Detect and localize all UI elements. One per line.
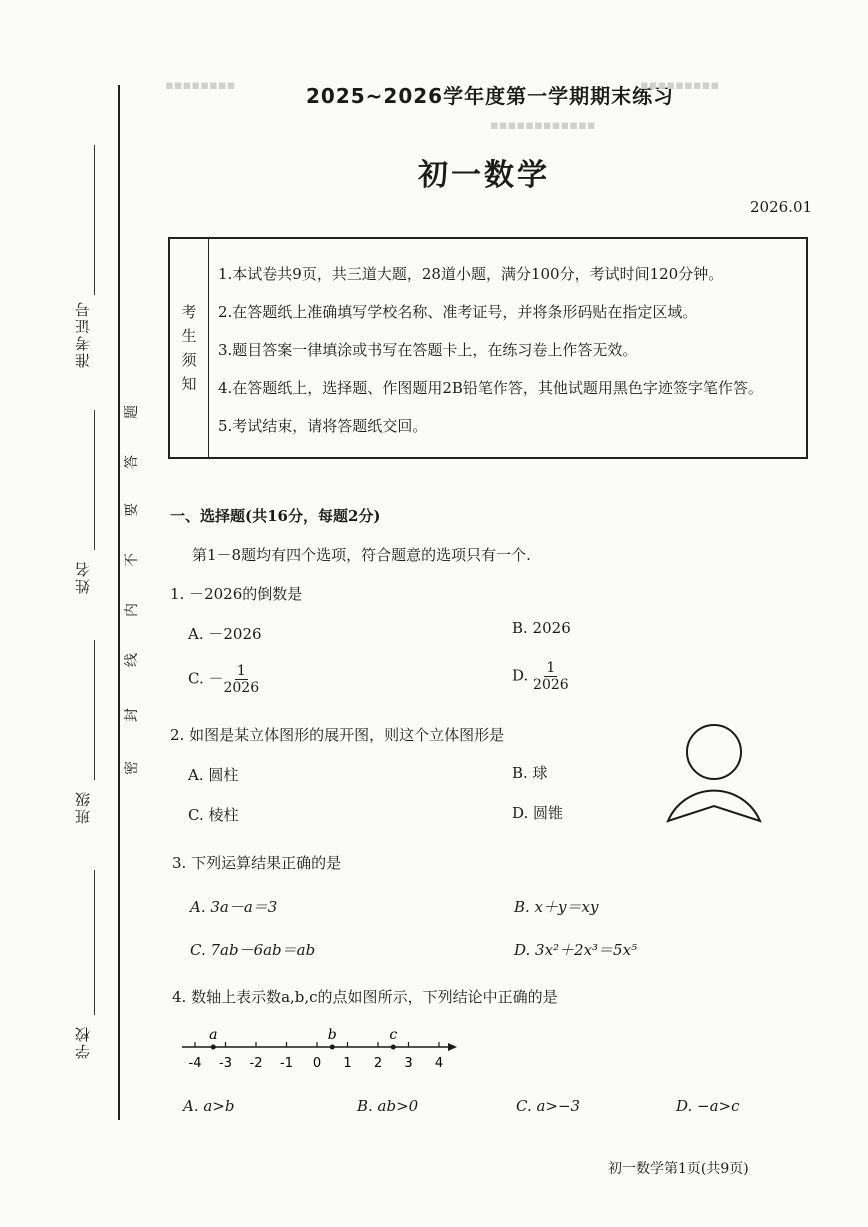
exam-notice-box: [168, 237, 808, 459]
notice-item: 1.本试卷共9页，共三道大题，28道小题，满分100分，考试时间120分钟。: [218, 265, 724, 283]
question-3-stem: 3. 下列运算结果正确的是: [172, 854, 342, 872]
question-3-option-c: C. 7ab－6ab＝ab: [190, 941, 316, 959]
point-c: [391, 1045, 396, 1050]
question-4-option-c: C. a>−3: [516, 1097, 581, 1115]
section-title: 一、选择题(共16分，每题2分): [170, 507, 381, 525]
option-label: D.: [512, 666, 534, 685]
subject-title: 初一数学: [418, 158, 550, 193]
point-a: [211, 1045, 216, 1050]
number-line: [182, 1027, 457, 1071]
tick-label: 3: [404, 1056, 413, 1071]
point-label: a: [209, 1027, 218, 1043]
question-2-stem: 2. 如图是某立体图形的展开图，则这个立体图形是: [170, 726, 505, 744]
tick-label: -4: [188, 1056, 202, 1071]
question-4-stem: 4. 数轴上表示数a,b,c的点如图所示，下列结论中正确的是: [172, 988, 558, 1006]
notice-item: 3.题目答案一律填涂或书写在答题卡上，在练习卷上作答无效。: [218, 341, 638, 359]
question-2-option-d: D. 圆锥: [512, 804, 564, 822]
page-footer: 初一数学第1页(共9页): [608, 1161, 749, 1177]
question-2-option-a: A. 圆柱: [188, 766, 239, 784]
numerator: 1: [546, 660, 556, 676]
tick-label: 2: [373, 1056, 383, 1071]
class-line: [94, 640, 95, 780]
numerator: 1: [236, 663, 246, 679]
seal-char: 要: [124, 503, 140, 517]
bleed-through-mark: ▪▪▪▪▪▪▪▪▪▪▪▪: [490, 118, 596, 133]
seal-char: 线: [124, 653, 140, 667]
bleed-through-mark: ▪▪▪▪▪▪▪▪▪: [640, 78, 720, 93]
tick-label: -3: [219, 1056, 232, 1071]
question-1-stem: 1. －2026的倒数是: [170, 585, 303, 603]
question-1-option-a: A. －2026: [188, 625, 262, 643]
question-1-option-b: B. 2026: [512, 619, 571, 637]
section-instruction: 第1－8题均有四个选项，符合题意的选项只有一个.: [192, 546, 531, 564]
question-1-option-c: [188, 663, 259, 696]
exam-title: 2025~2026学年度第一学期期末练习: [306, 84, 675, 108]
exam-number-label: 准考证号: [74, 300, 92, 368]
notice-item: 5.考试结束，请将答题纸交回。: [218, 417, 428, 435]
notice-heading-char: 生: [181, 327, 197, 345]
question-2-option-b: B. 球: [512, 764, 548, 782]
option-label: C. －: [188, 669, 224, 688]
seal-char: 封: [124, 708, 140, 722]
school-label: 学校: [74, 1025, 92, 1059]
notice-heading: [170, 239, 209, 457]
question-2-option-c: C. 棱柱: [188, 806, 239, 824]
tick-label: 4: [434, 1056, 444, 1071]
question-4-option-d: D. −a>c: [676, 1097, 740, 1115]
notice-heading-char: 须: [181, 351, 197, 369]
net-base-circle: [687, 725, 741, 779]
tick-label: -2: [249, 1056, 263, 1071]
notice-heading-char: 考: [181, 303, 197, 321]
question-3-option-d: D. 3x²＋2x³＝5x⁵: [514, 941, 638, 959]
question-3-option-b: B. x＋y＝xy: [514, 898, 599, 916]
question-1-option-d: [512, 660, 569, 693]
seal-char: 密: [124, 761, 140, 775]
name-label: 姓名: [74, 560, 92, 594]
question-3-option-a: A. 3a－a＝3: [190, 898, 278, 916]
point-label: c: [389, 1027, 398, 1043]
seal-char: 答: [124, 455, 140, 469]
point-b: [330, 1045, 335, 1050]
denominator: 2026: [223, 680, 260, 696]
question-4-option-a: A. a>b: [183, 1097, 235, 1115]
fraction: [223, 663, 259, 696]
fraction: [533, 660, 569, 693]
tick-label: -1: [280, 1056, 293, 1071]
number-line-figure: [178, 1026, 468, 1076]
notice-heading-char: 知: [181, 375, 197, 393]
binding-line: [118, 85, 120, 1120]
question-4-option-b: B. ab>0: [357, 1097, 419, 1115]
notice-item: 2.在答题纸上准确填写学校名称、准考证号，并将条形码贴在指定区域。: [218, 303, 698, 321]
bleed-through-mark: ▪▪▪▪▪▪▪▪: [165, 78, 236, 93]
seal-char: 题: [124, 405, 140, 419]
school-line: [94, 870, 95, 1015]
net-lateral-sector: [668, 791, 760, 821]
class-label: 班级: [74, 790, 92, 824]
seal-char: 内: [124, 603, 140, 617]
point-label: b: [327, 1027, 337, 1043]
denominator: 2026: [533, 677, 569, 693]
notice-item: 4.在答题纸上，选择题、作图题用2B铅笔作答，其他试题用黑色字迹签字笔作答。: [218, 379, 763, 397]
exam-date: 2026.01: [750, 198, 813, 216]
axis-arrow: [448, 1043, 457, 1051]
cone-net-figure: [660, 718, 780, 828]
tick-label: 1: [343, 1056, 352, 1071]
tick-label: 0: [312, 1056, 322, 1071]
name-line: [94, 410, 95, 550]
seal-char: 不: [124, 553, 140, 567]
